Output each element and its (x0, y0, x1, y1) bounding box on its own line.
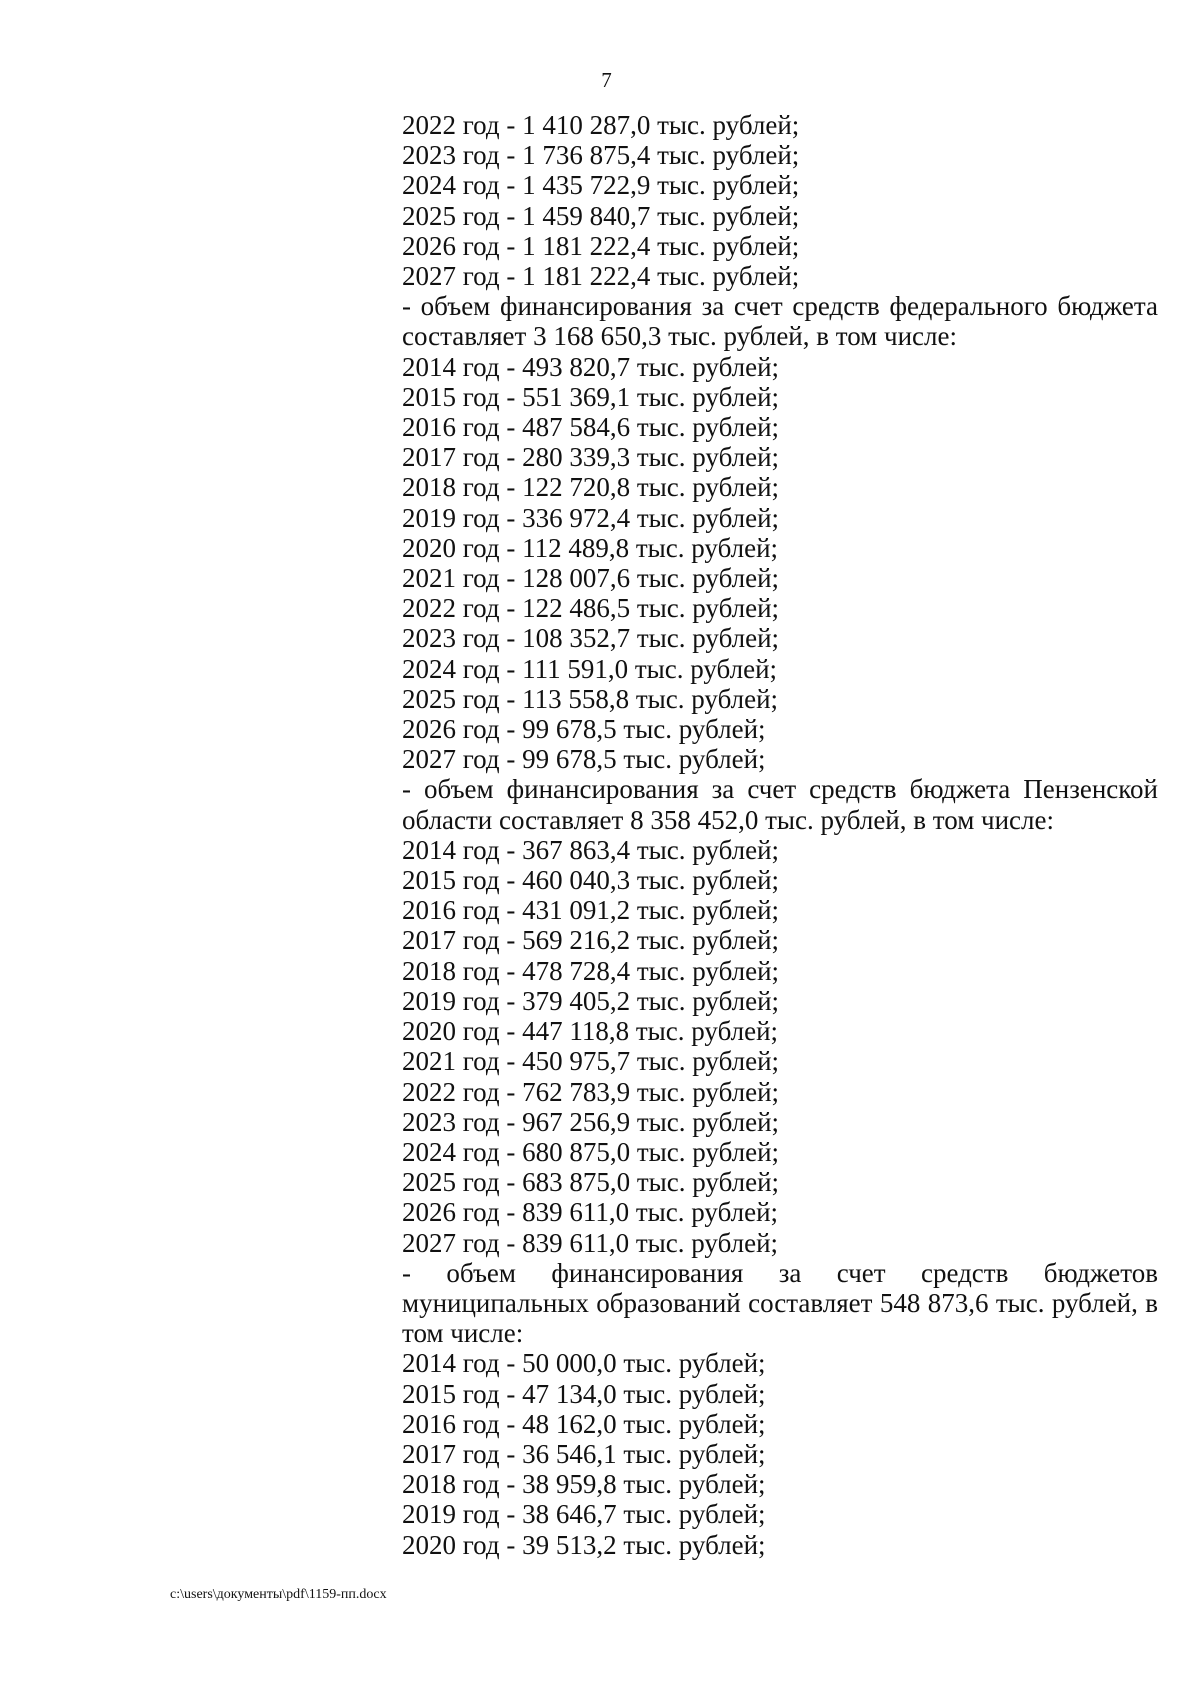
year-amount-line: 2026 год - 839 611,0 тыс. рублей; (402, 1197, 779, 1228)
year-amount-line: 2019 год - 38 646,7 тыс. рублей; (402, 1499, 766, 1530)
page-number: 7 (601, 68, 612, 92)
year-amount-line: 2019 год - 379 405,2 тыс. рублей; (402, 985, 780, 1016)
funding-paragraph: - объем финансирования за счет средств бюджета Пензенской области составляет 8 358 452,0 тыс. рублей, в том числе: (402, 774, 1158, 835)
year-amount-line: 2016 год - 431 091,2 тыс. рублей; (402, 895, 780, 926)
year-amount-line: 2020 год - 39 513,2 тыс. рублей; (402, 1529, 766, 1560)
year-amount-line: 2016 год - 487 584,6 тыс. рублей; (402, 412, 780, 443)
year-amount-line: 2016 год - 48 162,0 тыс. рублей; (402, 1408, 766, 1439)
document-body (402, 110, 1158, 1560)
year-amount-line: 2025 год - 1 459 840,7 тыс. рублей; (402, 200, 800, 231)
year-amount-line: 2023 год - 967 256,9 тыс. рублей; (402, 1106, 780, 1137)
year-amount-line: 2022 год - 762 783,9 тыс. рублей; (402, 1076, 780, 1107)
year-amount-line: 2017 год - 280 339,3 тыс. рублей; (402, 442, 780, 473)
year-amount-line: 2027 год - 1 181 222,4 тыс. рублей; (402, 261, 800, 292)
year-amount-line: 2025 год - 683 875,0 тыс. рублей; (402, 1167, 780, 1198)
year-amount-line: 2014 год - 50 000,0 тыс. рублей; (402, 1348, 766, 1379)
year-amount-line: 2014 год - 367 863,4 тыс. рублей; (402, 834, 780, 865)
year-amount-line: 2025 год - 113 558,8 тыс. рублей; (402, 683, 779, 714)
year-amount-line: 2020 год - 447 118,8 тыс. рублей; (402, 1016, 779, 1047)
year-amount-line: 2014 год - 493 820,7 тыс. рублей; (402, 351, 780, 382)
year-amount-line: 2026 год - 1 181 222,4 тыс. рублей; (402, 230, 800, 261)
funding-paragraph: - объем финансирования за счет средств бюджетов муниципальных образований составляет 548 873,6 тыс. рублей, в том числе: (402, 1257, 1158, 1349)
year-amount-line: 2027 год - 99 678,5 тыс. рублей; (402, 744, 766, 775)
year-amount-line: 2018 год - 38 959,8 тыс. рублей; (402, 1469, 766, 1500)
funding-paragraph: - объем финансирования за счет средств федерального бюджета составляет 3 168 650,3 тыс. рублей, в том числе: (402, 291, 1158, 352)
year-amount-line: 2017 год - 36 546,1 тыс. рублей; (402, 1438, 766, 1469)
year-amount-line: 2023 год - 1 736 875,4 тыс. рублей; (402, 140, 800, 171)
year-amount-line: 2024 год - 1 435 722,9 тыс. рублей; (402, 170, 800, 201)
year-amount-line: 2017 год - 569 216,2 тыс. рублей; (402, 925, 780, 956)
year-amount-line: 2015 год - 47 134,0 тыс. рублей; (402, 1378, 766, 1409)
year-amount-line: 2026 год - 99 678,5 тыс. рублей; (402, 714, 766, 745)
year-amount-line: 2024 год - 111 591,0 тыс. рублей; (402, 653, 778, 684)
year-amount-line: 2019 год - 336 972,4 тыс. рублей; (402, 502, 780, 533)
year-amount-line: 2018 год - 122 720,8 тыс. рублей; (402, 472, 780, 503)
year-amount-line: 2024 год - 680 875,0 тыс. рублей; (402, 1136, 780, 1167)
file-path-footer: c:\users\документы\pdf\1159-пп.docx (170, 1587, 387, 1602)
year-amount-line: 2020 год - 112 489,8 тыс. рублей; (402, 532, 779, 563)
year-amount-line: 2021 год - 450 975,7 тыс. рублей; (402, 1046, 780, 1077)
year-amount-line: 2022 год - 122 486,5 тыс. рублей; (402, 593, 780, 624)
year-amount-line: 2023 год - 108 352,7 тыс. рублей; (402, 623, 780, 654)
year-amount-line: 2018 год - 478 728,4 тыс. рублей; (402, 955, 780, 986)
year-amount-line: 2015 год - 551 369,1 тыс. рублей; (402, 381, 780, 412)
year-amount-line: 2027 год - 839 611,0 тыс. рублей; (402, 1227, 779, 1258)
year-amount-line: 2015 год - 460 040,3 тыс. рублей; (402, 865, 780, 896)
year-amount-line: 2021 год - 128 007,6 тыс. рублей; (402, 563, 780, 594)
year-amount-line: 2022 год - 1 410 287,0 тыс. рублей; (402, 110, 800, 140)
